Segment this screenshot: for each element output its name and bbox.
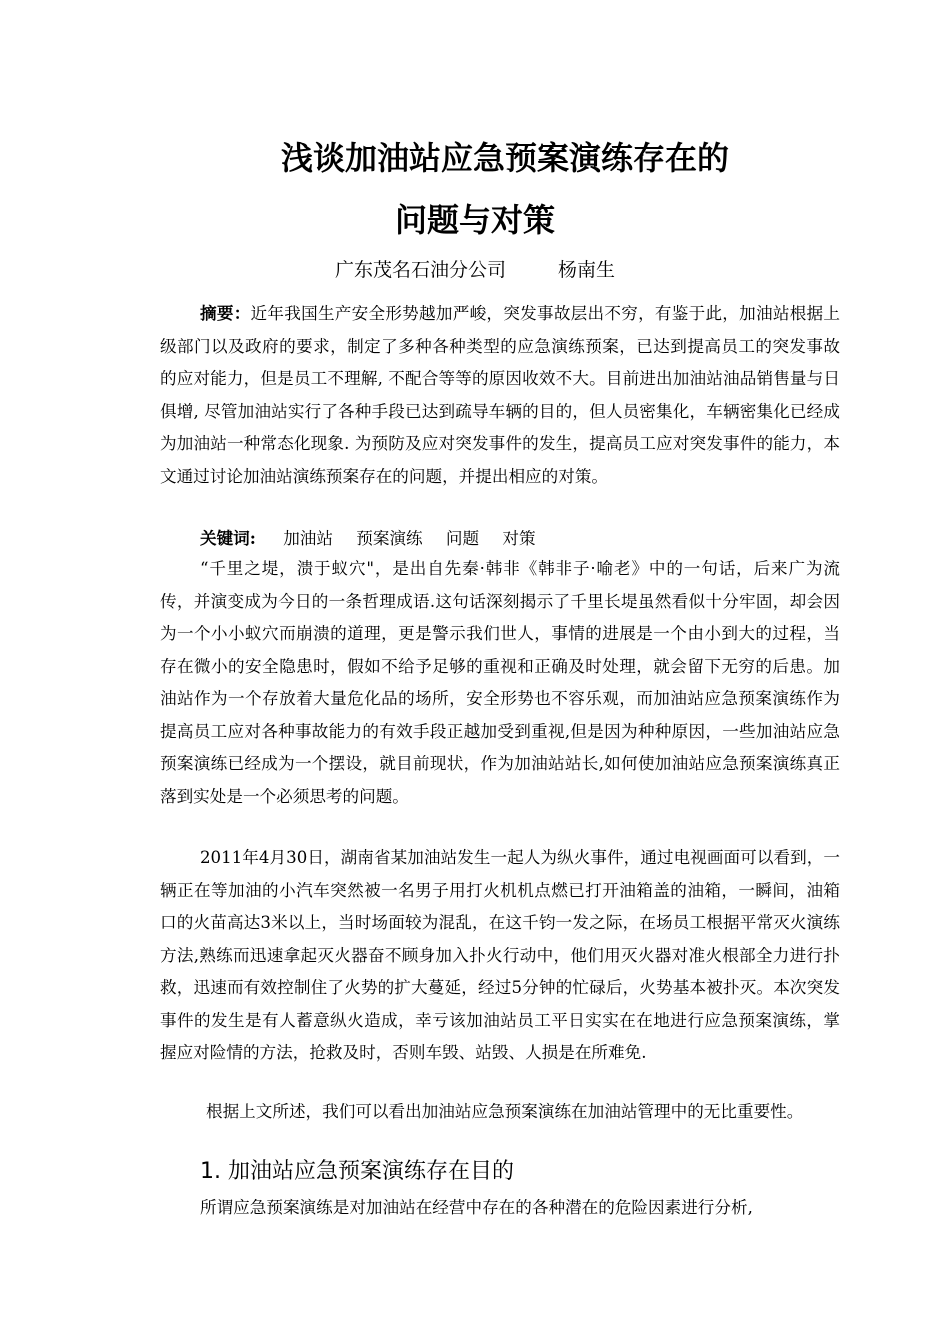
keyword: 问题 bbox=[445, 529, 480, 548]
author-organization: 广东茂名石油分公司 bbox=[334, 259, 506, 281]
keyword: 预案演练 bbox=[356, 529, 423, 548]
paragraph-text: 根据上文所述，我们可以看出加油站应急预案演练在加油站管理中的无比重要性。 bbox=[206, 1102, 804, 1121]
paragraph-text: 所谓应急预案演练是对加油站在经营中存在的各种潜在的危险因素进行分析, bbox=[200, 1198, 753, 1217]
section-heading-1: 1. 加油站应急预案演练存在目的 bbox=[200, 1159, 514, 1184]
body-paragraph-1 bbox=[160, 553, 840, 813]
keywords-label: 关键词: bbox=[200, 528, 256, 548]
paragraph-text: “千里之堤，溃于蚁穴"，是出自先秦·韩非《韩非子·喻老》中的一句话，后来广为流传，并演变成为今日的一条哲理成语.这句话深刻揭示了千里长堤虽然看似十分牢固，却会因为一个小小蚁穴而崩溃的道理，更是警示我们世人，事情的进展是一个由小到大的过程，当存在微小的安全隐患时，假如不给予足够的重视和正确及时处理，就会留下无穷的后患。加油站作为一个存放着大量危化品的场所，安全形势也不容乐观，而加油站应急预案演练作为提高员工应对各种事故能力的有效手段正越加受到重视,但是因为种种原因，一些加油站应急预案演练已经成为一个摆设，就目前现状，作为加油站站长,如何使加油站应急预案演练真正落到实处是一个必须思考的问题。 bbox=[160, 559, 840, 806]
keywords-line bbox=[200, 522, 554, 556]
paragraph-text: 2011年4月30日，湖南省某加油站发生一起人为纵火事件，通过电视画面可以看到，一辆正在等加油的小汽车突然被一名男子用打火机机点燃已打开油箱盖的油箱，一瞬间，油箱口的火苗高达3米以上，当时场面较为混乱，在这千钧一发之际，在场员工根据平常灭火演练方法,熟练而迅速拿起灭火器奋不顾身加入扑火行动中，他们用灭火器对准火根部全力进行扑救，迅速而有效控制住了火势的扩大蔓延，经过5分钟的忙碌后，火势基本被扑灭。本次突发事件的发生是有人蓄意纵火造成，幸亏该加油站员工平日实实在在地进行应急预案演练，掌握应对险情的方法，抢救及时，否则车毁、站毁、人损是在所难免. bbox=[160, 848, 840, 1062]
abstract-label: 摘要： bbox=[200, 303, 251, 323]
keyword: 加油站 bbox=[283, 529, 333, 548]
keyword: 对策 bbox=[502, 529, 536, 548]
document-title-line1: 浅谈加油站应急预案演练存在的 bbox=[280, 139, 729, 177]
abstract-text: 近年我国生产安全形势越加严峻，突发事故层出不穷，有鉴于此，加油站根据上级部门以及政府的要求，制定了多种各种类型的应急演练预案，已达到提高员工的突发事故的应对能力，但是员工不理解, 不配合等等的原因收效不大。目前进出加油站油品销售量与日俱增, 尽管加油站实行了各种手段已达到疏导车辆的目的，但人员密集化，车辆密集化已经成为加油站一种常态化现象. 为预防及应对突发事件的发生，提高员工应对突发事件的能力，本文通过讨论加油站演练预案存在的问题，并提出相应的对策。 bbox=[160, 304, 840, 486]
body-paragraph-3 bbox=[160, 1096, 840, 1129]
document-title-line2: 问题与对策 bbox=[394, 201, 555, 239]
abstract-paragraph bbox=[160, 297, 840, 493]
author-name: 杨南生 bbox=[558, 259, 616, 281]
abstract-block bbox=[160, 297, 840, 493]
body-paragraph-2 bbox=[160, 842, 840, 1070]
byline bbox=[0, 256, 950, 284]
section-1-paragraph bbox=[160, 1192, 840, 1225]
